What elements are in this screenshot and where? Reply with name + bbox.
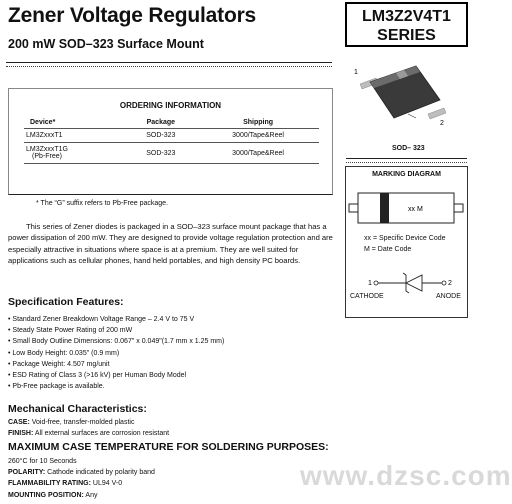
list-item: • Steady State Power Rating of 200 mW: [8, 327, 133, 335]
list-item: [8, 478, 155, 489]
case-value: Void-free, transfer-molded plastic: [31, 419, 135, 426]
ordering-information-box: [8, 88, 333, 195]
diode-pin1-label: 1: [368, 280, 372, 287]
shipping-cell: 3000/Tape&Reel: [197, 143, 319, 164]
chip-lead-left: [349, 204, 358, 212]
list-item: [8, 428, 169, 439]
flammability-label: FLAMMABILITY RATING:: [8, 480, 91, 488]
spec-list: [8, 314, 224, 392]
date-code-legend: M = Date Code: [364, 246, 412, 253]
list-item: [8, 417, 169, 428]
finish-value: All external surfaces are corrosion resistant: [34, 430, 170, 438]
table-row: [24, 129, 319, 143]
mounting-value: Any: [85, 491, 98, 499]
list-item: • Low Body Height: 0.035" (0.9 mm): [8, 349, 120, 357]
flammability-value: UL94 V-0: [92, 480, 123, 488]
device-cell: LM3ZxxxT1: [24, 129, 125, 143]
finish-label: FINISH:: [8, 430, 34, 438]
marking-diagram-box: [345, 166, 468, 318]
cathode-label: CATHODE: [350, 293, 384, 300]
watermark: www.dzsc.com: [300, 460, 512, 491]
chip-lead-right: [454, 204, 463, 212]
polarity-value: Cathode indicated by polarity band: [47, 469, 155, 477]
max-case-temp-heading: MAXIMUM CASE TEMPERATURE FOR SOLDERING PURPOSES:: [8, 441, 329, 453]
list-item: • Standard Zener Breakdown Voltage Range – 2.4 V to 75 V: [8, 316, 195, 323]
device-code-legend: xx = Specific Device Code: [364, 235, 446, 242]
spec-heading: Specification Features:: [8, 296, 124, 308]
list-item: • Package Weight: 4.507 mg/unit: [8, 360, 110, 368]
mounting-label: MOUNTING POSITION:: [8, 491, 84, 499]
package-leader-line: [408, 114, 416, 118]
list-item: • Small Body Outline Dimensions: 0.067" x 0.049"(1.7 mm x 1.25 mm): [8, 338, 225, 346]
series-box: [345, 2, 468, 47]
series-part-number: LM3Z2V4T1: [362, 8, 451, 25]
device-name: LM3ZxxxT1G: [26, 146, 69, 153]
chip-marking-text: xx M: [408, 206, 423, 213]
ordering-title: ORDERING INFORMATION: [119, 101, 222, 110]
diode-terminal-1: [374, 281, 378, 285]
package-pin2-label: 2: [440, 120, 444, 127]
mech-heading: Mechanical Characteristics:: [8, 403, 147, 415]
package-cell: SOD-323: [125, 129, 198, 143]
package-lead-2: [428, 108, 446, 119]
package-cell: SOD-323: [125, 143, 198, 164]
page-subtitle: 200 mW SOD–323 Surface Mount: [8, 37, 204, 51]
package-pin1-label: 1: [354, 69, 358, 76]
list-item: 260°C for 10 Seconds: [8, 458, 77, 465]
table-row: [24, 143, 319, 164]
marking-title: MARKING DIAGRAM: [372, 171, 441, 178]
diode-triangle: [406, 275, 422, 291]
anode-label: ANODE: [436, 293, 461, 300]
column-header: Shipping: [197, 117, 319, 129]
pbfree-note: * The “G” suffix refers to Pb-Free package.: [36, 200, 169, 207]
shipping-cell: 3000/Tape&Reel: [197, 129, 319, 143]
chip-outline: [358, 193, 454, 223]
page-title: Zener Voltage Regulators: [8, 4, 257, 27]
list-item: • Pb-Free package is available.: [8, 383, 105, 391]
series-label: SERIES: [377, 27, 436, 44]
package-divider: [346, 158, 467, 159]
column-header: Package: [125, 117, 198, 129]
table-header-row: [24, 117, 319, 129]
polarity-label: POLARITY:: [8, 469, 46, 477]
column-header: Device*: [24, 117, 125, 129]
device-pbfree: (Pb-Free): [32, 153, 62, 160]
mech-list-2: [8, 456, 155, 501]
title-rule: [6, 62, 332, 63]
case-label: CASE:: [8, 419, 30, 426]
package-dotted-divider: [346, 162, 467, 163]
diode-pin2-label: 2: [448, 280, 452, 287]
device-cell: [24, 143, 125, 164]
diode-terminal-2: [442, 281, 446, 285]
package-label: SOD– 323: [392, 145, 425, 152]
sod323-package-drawing: [346, 58, 468, 146]
list-item: [8, 467, 155, 478]
mech-list: [8, 417, 169, 439]
intro-paragraph: This series of Zener diodes is packaged in a SOD–323 surface mount package that has a power dissipation of 200 mW. They are designed to provide voltage regulation protection and are especially attractive in situations where space is at a premium. They are well suited for applications such as cellular phones, hand held portables, and high density PC boards.: [8, 222, 333, 266]
list-item: [8, 490, 155, 501]
list-item: • ESD Rating of Class 3 (>16 kV) per Human Body Model: [8, 372, 187, 380]
cathode-band: [380, 193, 389, 223]
title-dotted-rule: [6, 66, 332, 67]
ordering-table: [24, 117, 319, 164]
